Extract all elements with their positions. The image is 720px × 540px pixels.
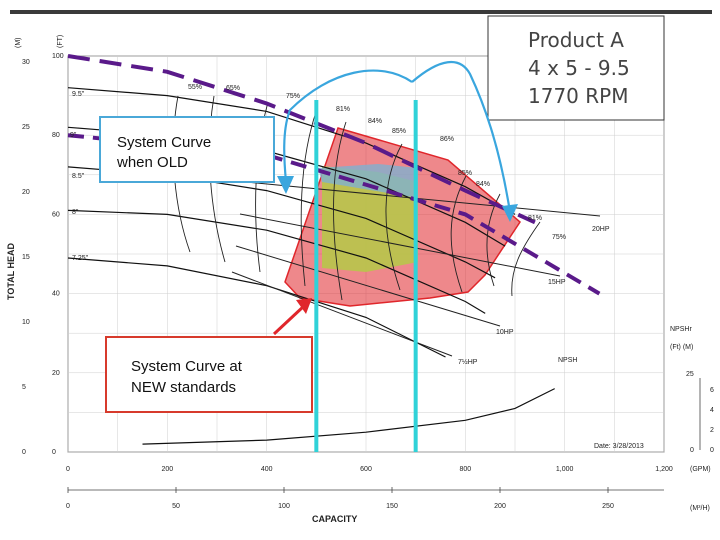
npshr-label: NPSHr — [670, 326, 692, 333]
y-tick-ft: 100 — [52, 53, 64, 60]
y-tick-m: 30 — [22, 59, 30, 66]
efficiency-label-86: 86% — [440, 136, 455, 143]
efficiency-label-85b: 85% — [458, 170, 473, 177]
x-unit-gpm: (GPM) — [690, 466, 711, 473]
x-tick-gpm: 600 — [360, 466, 372, 473]
y-tick-m: 15 — [22, 254, 30, 261]
top-border — [10, 10, 712, 14]
y-tick-m: 0 — [22, 449, 26, 456]
y-tick-m: 25 — [22, 124, 30, 131]
impeller-label-85: 8.5" — [72, 173, 85, 180]
y-axis-title: TOTAL HEAD — [6, 242, 16, 300]
hp-label-75: 7½HP — [458, 359, 478, 366]
y-tick-m: 10 — [22, 319, 30, 326]
product-speed: 1770 RPM — [528, 84, 629, 108]
x-tick-gpm: 800 — [459, 466, 472, 473]
x-tick-gpm: 0 — [66, 466, 70, 473]
efficiency-label-75b: 75% — [552, 234, 567, 241]
x-tick-gpm: 1,000 — [555, 466, 574, 473]
y-tick-ft: 20 — [52, 369, 60, 377]
y-tick-ft: 60 — [52, 211, 60, 219]
x-tick-m3h: 0 — [66, 503, 70, 510]
npsh-m-tick-2: 2 — [710, 427, 714, 434]
npsh-m-tick-4: 4 — [710, 407, 714, 414]
x-axis-title: CAPACITY — [312, 514, 358, 524]
efficiency-label-55: 55% — [188, 84, 203, 91]
efficiency-label-81: 81% — [336, 106, 351, 113]
x-tick-m3h: 100 — [278, 503, 290, 510]
impeller-label-725: 7.25" — [72, 255, 89, 262]
product-size: 4 x 5 - 9.5 — [528, 56, 630, 80]
npsh-m-tick-6: 6 — [710, 387, 714, 394]
y-tick-ft: 80 — [52, 132, 60, 140]
x-tick-m3h: 150 — [386, 503, 398, 510]
npsh-ft-tick-0: 0 — [690, 447, 694, 454]
callout-new-line1: System Curve at — [131, 358, 242, 375]
y-tick-m: 20 — [22, 189, 30, 196]
efficiency-label-84: 84% — [368, 118, 383, 125]
npsh-curve-label: NPSH — [558, 357, 578, 364]
y-tick-ft: 40 — [52, 290, 60, 298]
efficiency-label-75: 75% — [286, 93, 301, 100]
efficiency-label-85: 85% — [392, 128, 407, 135]
hp-label-10: 10HP — [496, 329, 514, 336]
y-unit-ft: (FT) — [57, 34, 64, 48]
product-name: Product A — [528, 28, 624, 52]
y-tick-ft: 0 — [52, 449, 56, 456]
npsh-ft-tick-25: 25 — [686, 371, 694, 378]
callout-new-line2: NEW standards — [131, 379, 237, 396]
x-tick-m3h: 50 — [172, 503, 180, 510]
y-unit-m: (M) — [15, 37, 22, 48]
x-tick-gpm: 1,200 — [655, 466, 673, 473]
callout-old-line1: System Curve — [117, 134, 212, 151]
impeller-label-8: 8" — [72, 209, 79, 216]
callout-old-line2: when OLD — [117, 154, 188, 171]
npsh-m-tick-0: 0 — [710, 447, 714, 454]
x-tick-m3h: 250 — [602, 503, 614, 510]
x-unit-m3h: (M³/H) — [690, 505, 710, 512]
x-tick-gpm: 400 — [260, 466, 273, 473]
npshr-units: (Ft) (M) — [670, 344, 694, 351]
hp-label-20: 20HP — [592, 226, 610, 233]
efficiency-label-65: 65% — [226, 85, 241, 92]
x-tick-m3h: 200 — [494, 503, 506, 510]
date-label: Date: 3/28/2013 — [594, 443, 644, 450]
impeller-label-9: 9" — [70, 132, 77, 139]
hp-label-15: 15HP — [548, 279, 566, 286]
efficiency-label-81b: 81% — [528, 215, 543, 222]
efficiency-label-84b: 84% — [476, 181, 491, 188]
y-tick-m: 5 — [22, 384, 26, 391]
x-tick-gpm: 200 — [161, 466, 174, 473]
impeller-label-95: 9.5" — [72, 91, 85, 98]
